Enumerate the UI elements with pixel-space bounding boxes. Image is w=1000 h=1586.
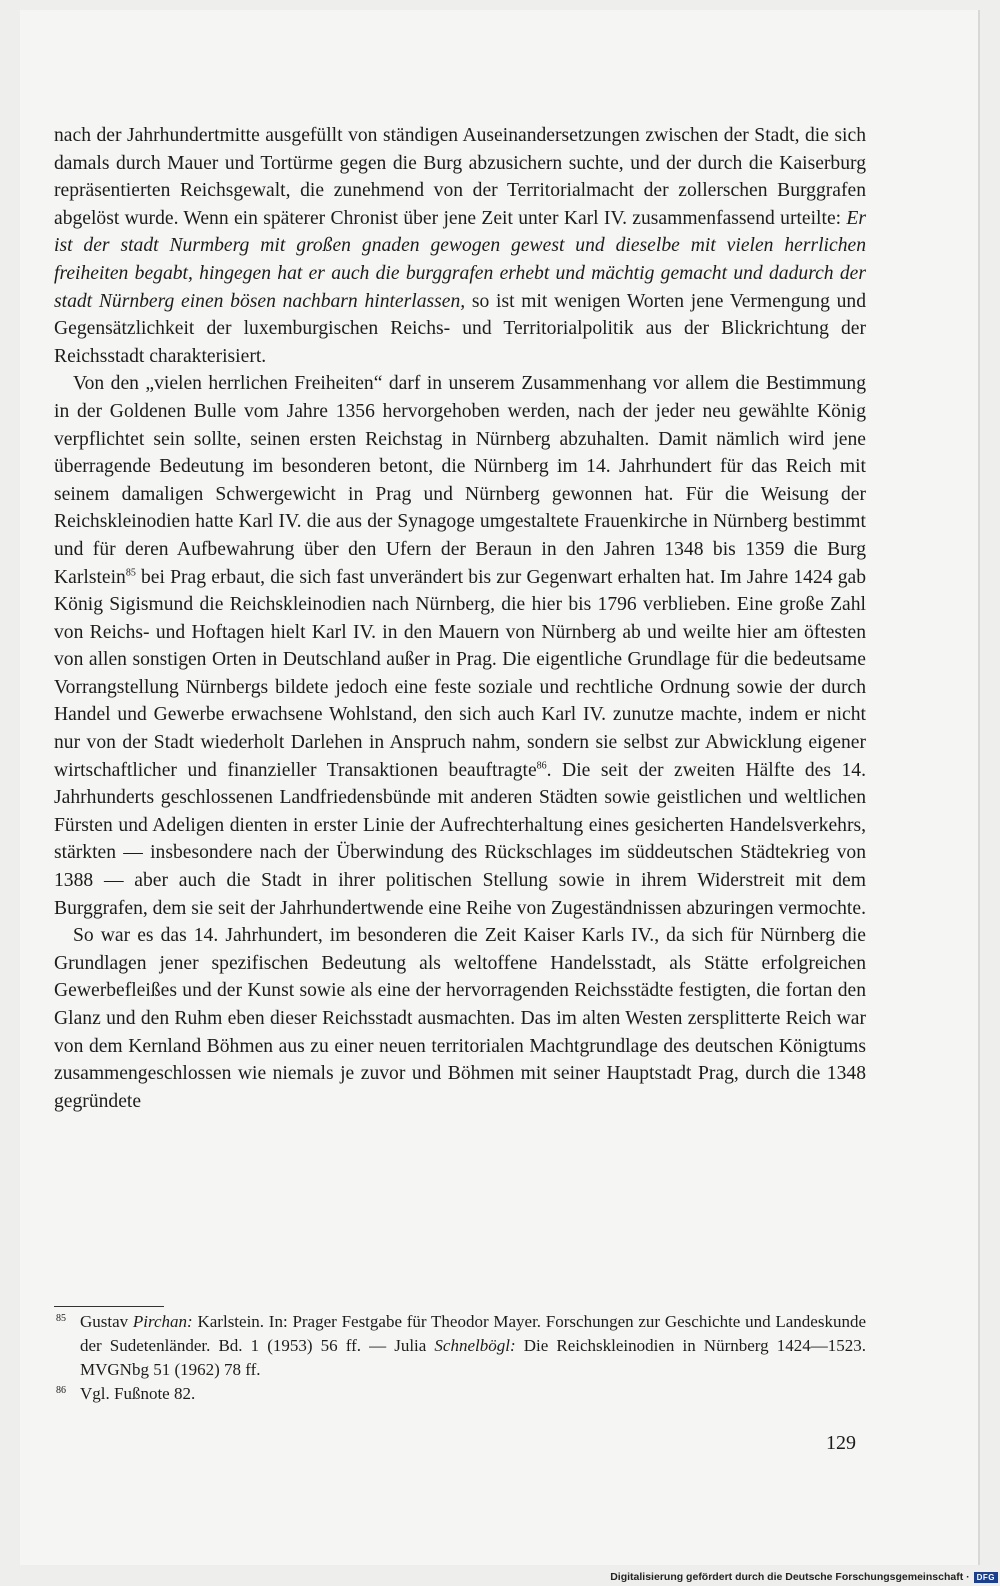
- text-run: . Die seit der zweiten Hälfte des 14. Jahrhunderts geschlossenen Landfriedensbünde mit anderen Städten sowie geistlichen und weltlichen Fürsten und Adeligen dienten in erster Linie der Aufrechterhaltung eines gesicherten Handelsverkehrs, stärkten — insbesondere nach der Überwindung des Rückschlages im süddeutschen Städtekrieg von 1388 — aber auch die Stadt in ihrer politischen Stellung sowie in ihrem Widerstreit mit dem Burggrafen, dem sie seit der Jahrhundertwende eine Reihe von Zugeständnissen abzuringen vermochte.: [54, 759, 866, 919]
- footnote: [54, 1310, 866, 1382]
- footnote-number: 86: [56, 1385, 66, 1396]
- italic-text: Er ist der stadt Nurmberg mit großen gnaden gewogen gewest und dieselbe mit vielen herrlichen freiheiten begabt, hingegen hat er auch die burggrafen erhebt und mächtig gemacht und dadurch der stadt Nürnberg einen bösen nachbarn hinterlassen,: [54, 207, 866, 312]
- paragraph: [54, 922, 866, 1115]
- footnote-separator: [54, 1306, 164, 1307]
- page-number: 129: [826, 1432, 856, 1454]
- paragraph: [54, 370, 866, 922]
- dfg-logo: DFG: [974, 1572, 998, 1583]
- text-run: Von den „vielen herrlichen Freiheiten“ darf in unserem Zusammenhang vor allem die Bestimmung in der Goldenen Bulle vom Jahre 1356 hervorgehoben werden, nach der jeder neu gewählte König verpflichtet sein sollte, seinen ersten Reichstag in Nürnberg abzuhalten. Damit nämlich wird jene überragende Bedeutung im besonderen betont, die Nürnberg im 14. Jahrhundert für das Reich mit seinem damaligen Schwergewicht in Prag und Nürnberg gewonnen hat. Für die Weisung der Reichskleinodien hatte Karl IV. die aus der Synagoge umgestaltete Frauenkirche in Nürnberg bestimmt und für deren Aufbewahrung über den Ufern der Beraun in den Jahren 1348 bis 1359 die Burg Karlstein: [54, 373, 866, 588]
- italic-text: Schnelbögl:: [434, 1336, 516, 1355]
- footnote-reference: 86: [536, 760, 547, 772]
- footnote: [54, 1382, 866, 1406]
- footnotes-block: [54, 1310, 866, 1406]
- text-run: so ist mit wenigen Worten jene Vermengung und Gegensätzlichkeit der luxemburgischen Reichs- und Territorialpolitik aus der Blickrichtung der Reichsstadt charakterisiert.: [54, 290, 866, 367]
- footnote-reference: 85: [125, 566, 136, 578]
- italic-text: Pirchan:: [132, 1312, 193, 1331]
- text-run: nach der Jahrhundertmitte ausgefüllt von ständigen Auseinandersetzungen zwischen der Stadt, die sich damals durch Mauer und Tortürme gegen die Burg abzusichern suchte, und der durch die Kaiserburg repräsentierten Reichsgewalt, die zunehmend von der Territorialmacht der zollerschen Burggrafen abgelöst wurde. Wenn ein späterer Chronist über jene Zeit unter Karl IV. zusammenfassend urteilte:: [54, 125, 866, 229]
- text-run: So war es das 14. Jahrhundert, im besonderen die Zeit Kaiser Karls IV., da sich für Nürnberg die Grundlagen jener spezifischen Bedeutung als weltoffene Handelsstadt, als Stätte erfolgreichen Gewerbefleißes und der Kunst sowie als eine der hervorragenden Reichsstädte festigten, die fortan den Glanz und den Ruhm eben dieser Reichsstadt ausmachten. Das im alten Westen zersplitterte Reich war von dem Kernland Böhmen aus zu einer neuen territorialen Machtgrundlage des deutschen Königtums zusammengeschlossen wie niemals je zuvor und Böhmen mit seiner Hauptstadt Prag, durch die 1348 gegründete: [54, 925, 866, 1112]
- text-run: Die Reichskleinodien in Nürnberg 1424—1523. MVGNbg 51 (1962) 78 ff.: [80, 1336, 866, 1379]
- paragraph: [54, 122, 866, 370]
- text-run: bei Prag erbaut, die sich fast unverändert bis zur Gegenwart erhalten hat. Im Jahre 1424 gab König Sigismund die Reichskleinodien nach Nürnberg, die hier bis 1796 verblieben. Eine große Zahl von Reichs- und Hoftagen hielt Karl IV. in den Mauern von Nürnberg ab und weilte hier am öftesten von allen sonstigen Orten in Deutschland außer in Prag. Die eigentliche Grundlage für die bedeutsame Vorrangstellung Nürnbergs bildete jedoch eine feste soziale und rechtliche Ordnung sowie der durch Handel und Gewerbe erwachsene Wohlstand, den sich auch Karl IV. zunutze machte, indem er nicht nur von der Stadt wiederholt Darlehen in Anspruch nahm, sondern sie selbst zur Abwicklung eigener wirtschaftlicher und finanzieller Transaktionen beauftragte: [54, 566, 866, 781]
- text-run: Karlstein. In: Prager Festgabe für Theodor Mayer. Forschungen zur Geschichte und Landeskunde der Sudetenländer. Bd. 1 (1953) 56 ff. — Julia: [80, 1312, 866, 1355]
- footnote-number: 85: [56, 1313, 66, 1324]
- text-run: Vgl. Fußnote 82.: [80, 1384, 196, 1403]
- text-run: Gustav: [80, 1312, 133, 1331]
- credit-text: Digitalisierung gefördert durch die Deutsche Forschungsgemeinschaft ·: [610, 1571, 970, 1583]
- digitization-credit: [610, 1568, 1000, 1586]
- main-text-block: [54, 122, 866, 1115]
